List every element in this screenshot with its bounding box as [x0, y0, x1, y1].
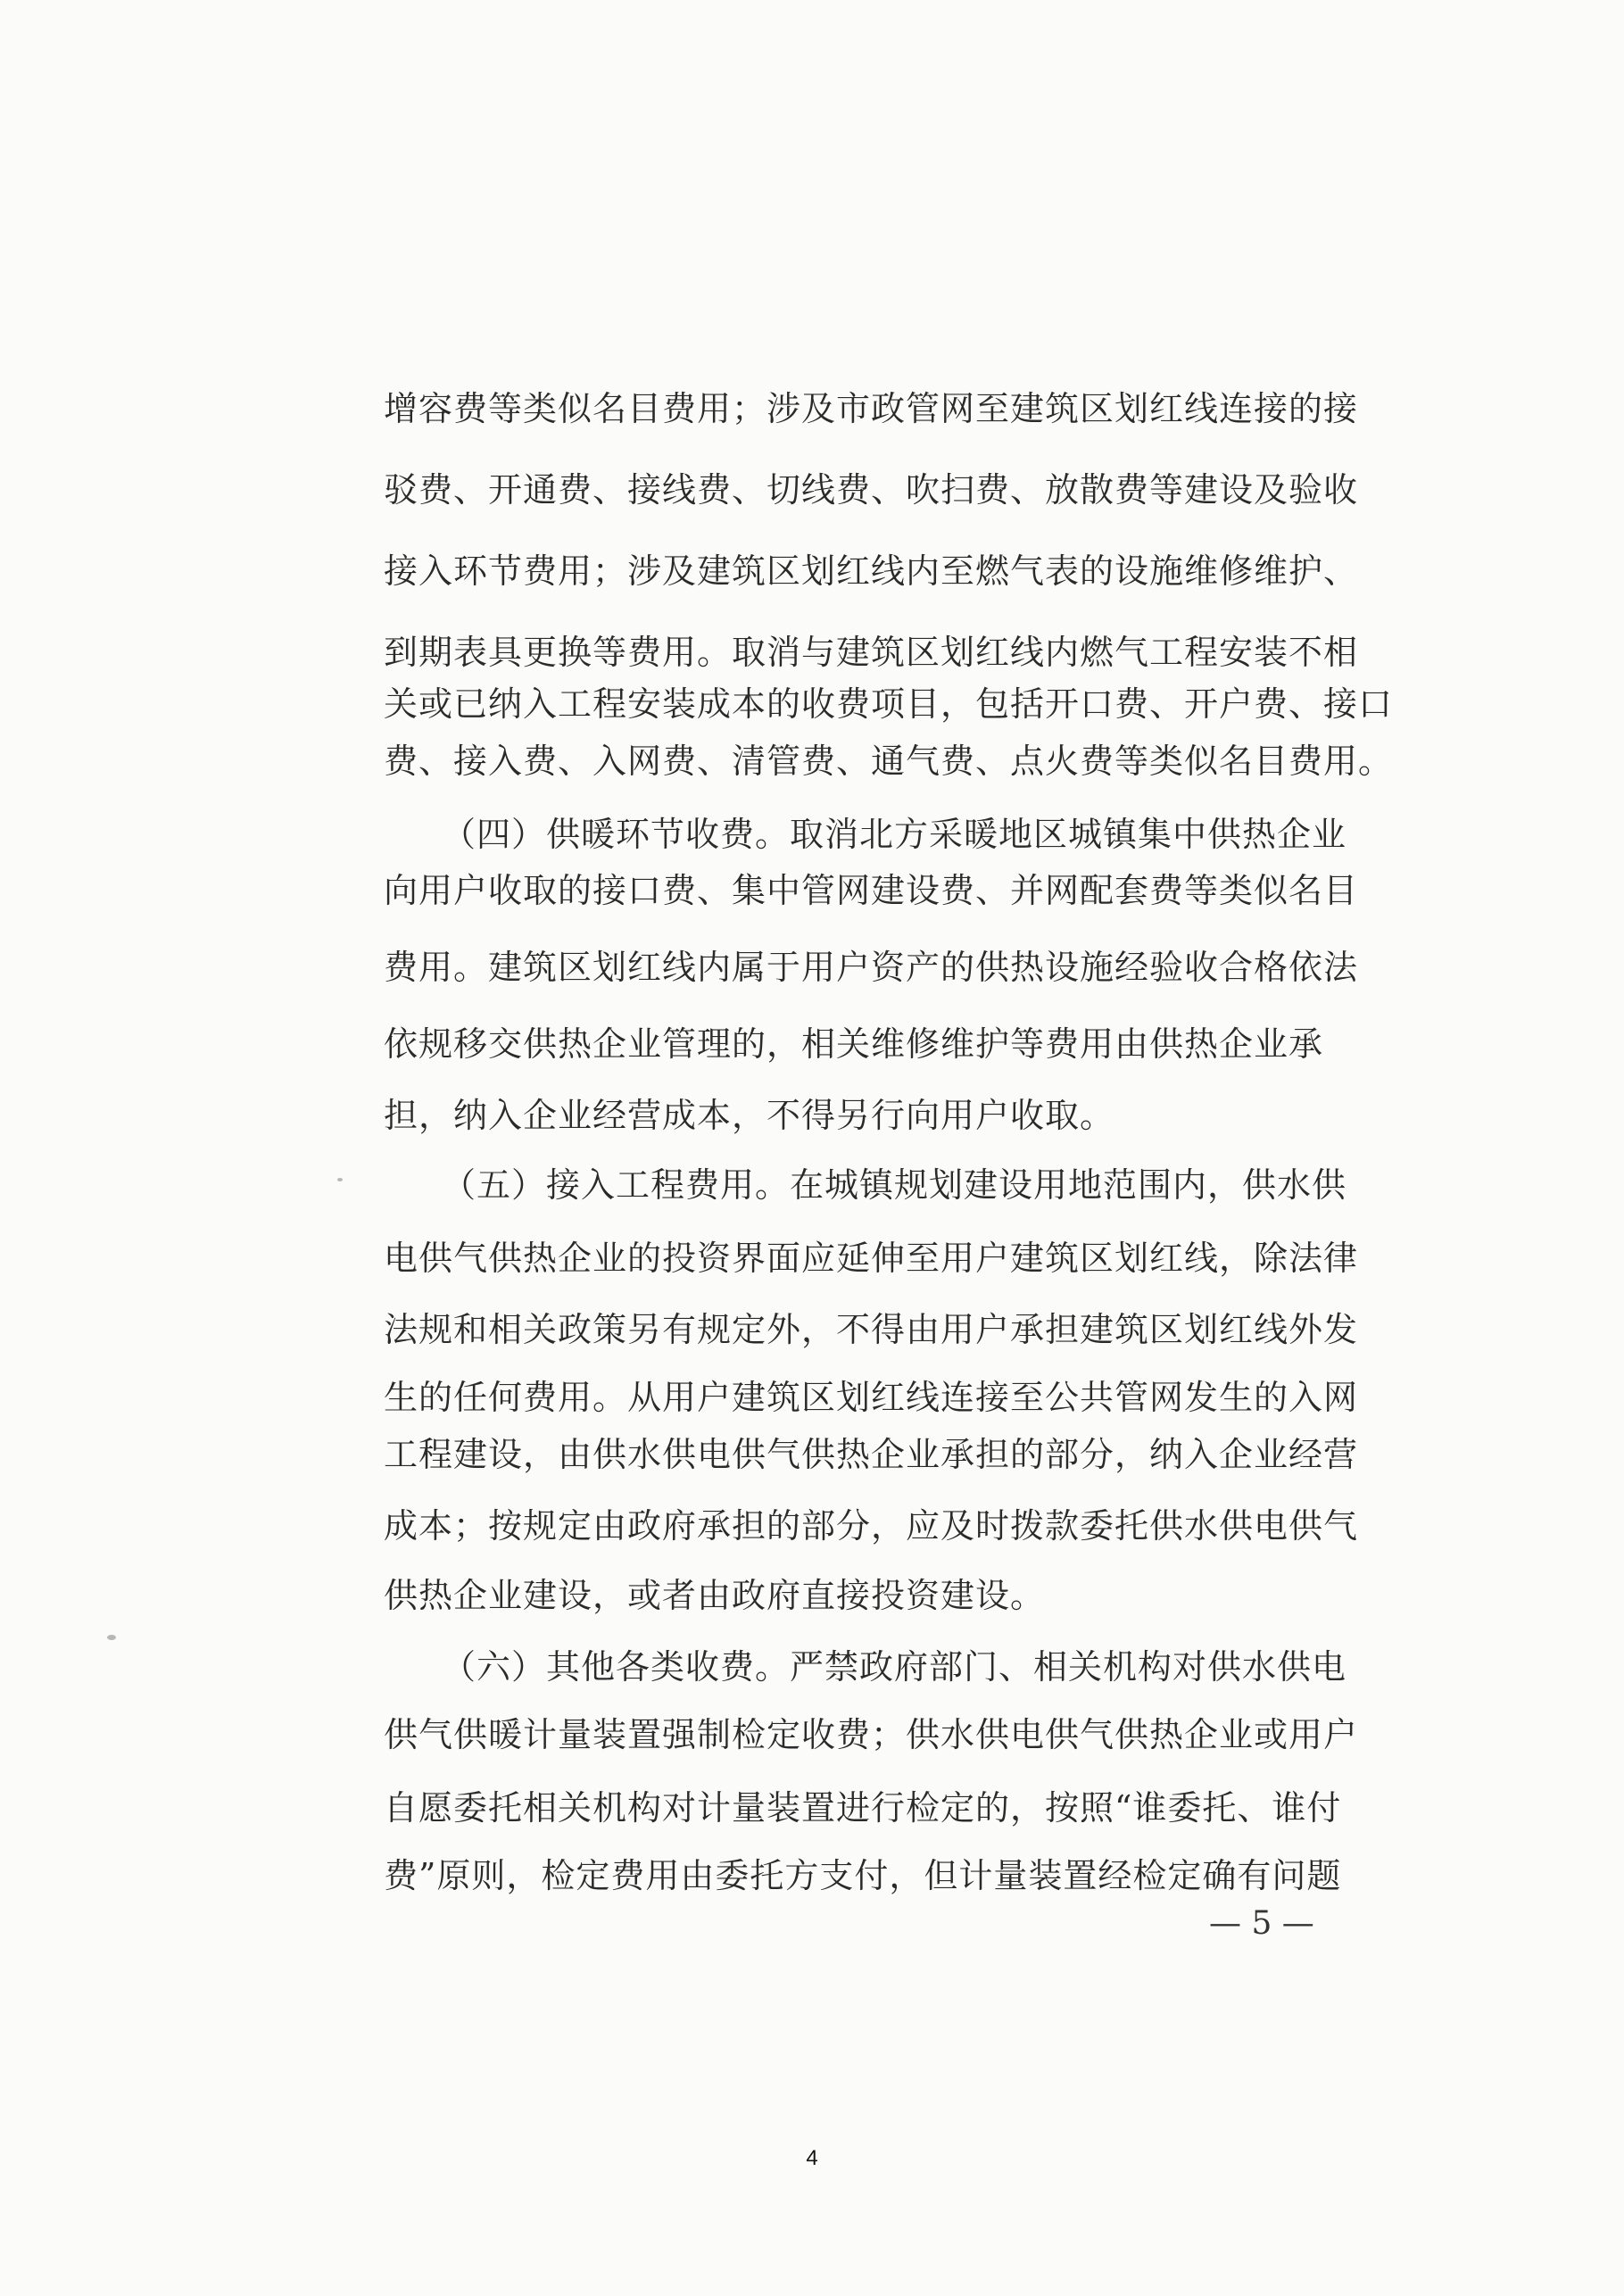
footer-page-number: 4 — [806, 2146, 818, 2170]
text-line: 供热企业建设，或者由政府直接投资建设。 — [384, 1576, 1046, 1615]
text-line: 生的任何费用。从用户建筑区划红线连接至公共管网发生的入网 — [384, 1378, 1359, 1417]
text-line: 驳费、开通费、接线费、切线费、吹扫费、放散费等建设及验收 — [384, 470, 1359, 510]
text-line: 接入环节费用；涉及建筑区划红线内至燃气表的设施维修维护、 — [384, 551, 1359, 591]
text-line: 增容费等类似名目费用；涉及市政管网至建筑区划红线连接的接 — [384, 389, 1359, 428]
text-line: 自愿委托相关机构对计量装置进行检定的，按照“谁委托、谁付 — [384, 1788, 1342, 1828]
text-line: 费、接入费、入网费、清管费、通气费、点火费等类似名目费用。 — [384, 742, 1394, 781]
text-line: 费”原则，检定费用由委托方支付，但计量装置经检定确有问题 — [384, 1856, 1342, 1895]
paragraph-heading-4: （四）供暖环节收费。取消北方采暖地区城镇集中供热企业 — [442, 815, 1347, 854]
text-line: 法规和相关政策另有规定外，不得由用户承担建筑区划红线外发 — [384, 1310, 1359, 1349]
text-line: 到期表具更换等费用。取消与建筑区划红线内燃气工程安装不相 — [384, 633, 1359, 672]
paragraph-heading-6: （六）其他各类收费。严禁政府部门、相关机构对供水供电 — [442, 1647, 1347, 1687]
scan-speck — [107, 1635, 116, 1640]
scan-speck — [337, 1178, 343, 1181]
text-line: 成本；按规定由政府承担的部分，应及时拨款委托供水供电供气 — [384, 1506, 1359, 1546]
paragraph-heading-5: （五）接入工程费用。在城镇规划建设用地范围内，供水供 — [442, 1165, 1347, 1205]
text-line: 电供气供热企业的投资界面应延伸至用户建筑区划红线，除法律 — [384, 1239, 1359, 1278]
text-line: 供气供暖计量装置强制检定收费；供水供电供气供热企业或用户 — [384, 1715, 1359, 1754]
page-folio: — 5 — — [1209, 1905, 1314, 1942]
text-line: 关或已纳入工程安装成本的收费项目，包括开口费、开户费、接口 — [384, 684, 1394, 724]
text-line: 依规移交供热企业管理的，相关维修维护等费用由供热企业承 — [384, 1024, 1324, 1064]
text-line: 担，纳入企业经营成本，不得另行向用户收取。 — [384, 1096, 1115, 1135]
text-line: 向用户收取的接口费、集中管网建设费、并网配套费等类似名目 — [384, 871, 1359, 910]
text-line: 费用。建筑区划红线内属于用户资产的供热设施经验收合格依法 — [384, 948, 1359, 987]
text-line: 工程建设，由供水供电供气供热企业承担的部分，纳入企业经营 — [384, 1435, 1359, 1474]
